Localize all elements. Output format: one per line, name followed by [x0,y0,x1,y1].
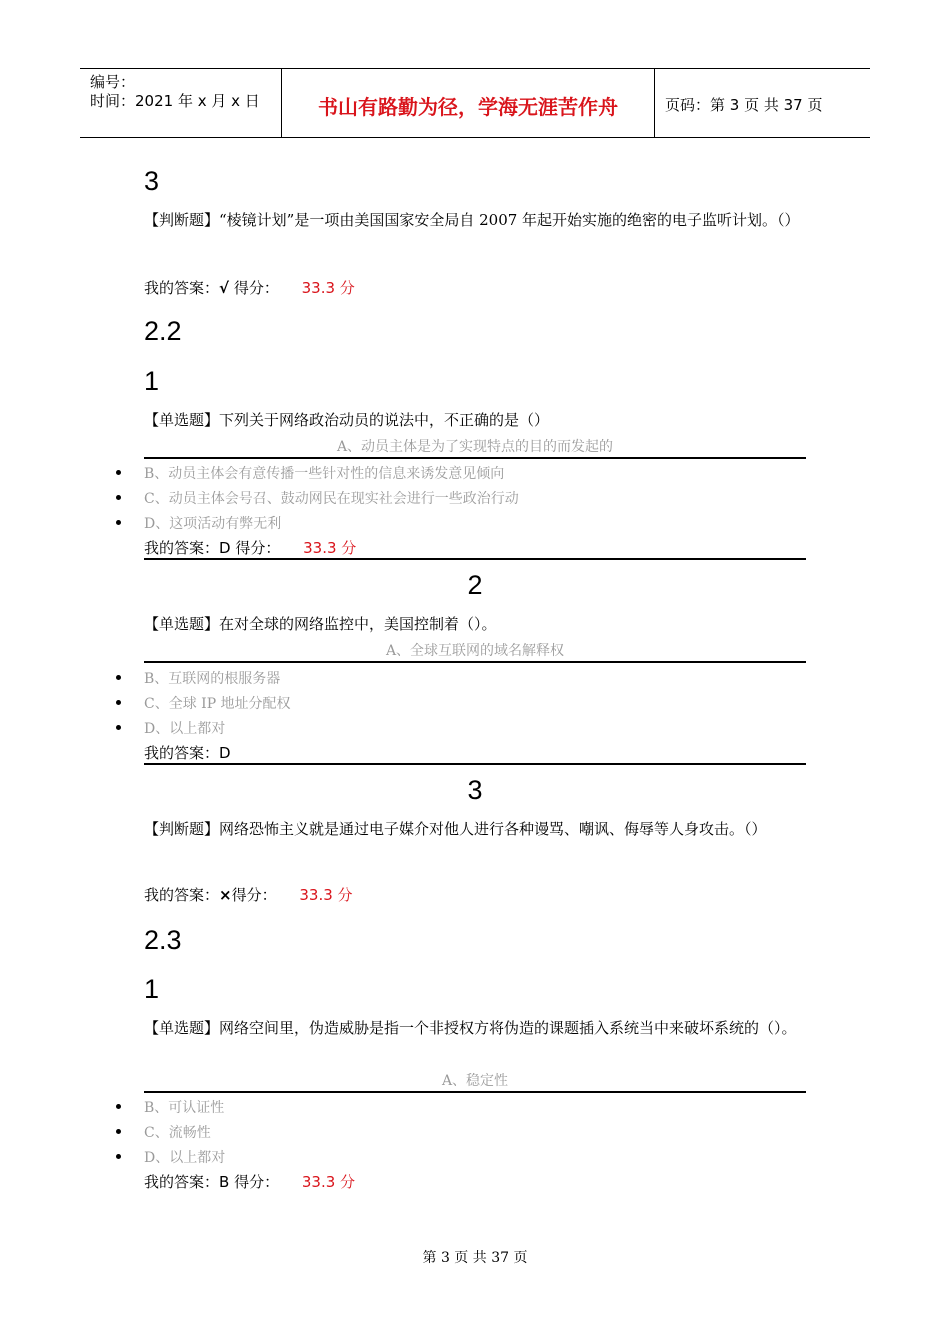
bullet-icon [116,495,121,500]
header-left-cell [80,69,282,137]
question-number: 3 [467,775,483,805]
answer-value: D [219,539,231,557]
divider [144,1091,806,1093]
bullet-icon [116,725,121,730]
question-text: 【单选题】下列关于网络政治动员的说法中，不正确的是（） [144,411,550,429]
question-text: 【判断题】“棱镜计划”是一项由美国国家安全局自 2007 年起开始实施的绝密的电子监听计划。（） [144,211,800,229]
question-text: 【单选题】网络空间里，伪造威胁是指一个非授权方将伪造的课题插入系统当中来破坏系统的（）。 [144,1019,797,1037]
my-answer [144,742,231,763]
cross-mark-icon: × [219,886,232,904]
score-value: 33.3 分 [299,886,353,904]
question-text: 【单选题】在对全球的网络监控中，美国控制着（）。 [144,615,497,633]
motto: 书山有路勤为径，学海无涯苦作舟 [318,95,618,119]
score-label: 得分： [229,1173,280,1191]
section-number: 2.3 [144,925,182,955]
my-answer [144,1171,355,1192]
page-header [80,68,870,138]
option-b[interactable]: B、动员主体会有意传播一些针对性的信息来诱发意见倾向 [144,466,505,482]
option-c[interactable]: C、动员主体会号召、鼓动网民在现实社会进行一些政治行动 [144,491,519,507]
score-label: 得分： [231,886,277,904]
my-answer [144,884,353,905]
my-answer [144,277,355,298]
question-number: 2 [467,570,483,600]
option-b[interactable]: B、可认证性 [144,1100,225,1116]
time-label: 时间：2021 年 x 月 x 日 [90,92,260,110]
option-a[interactable]: A、稳定性 [441,1073,509,1089]
question-number: 3 [144,166,160,196]
answer-prefix: 我的答案： [144,539,220,557]
option-a[interactable]: A、动员主体是为了实现特点的目的而发起的 [336,439,614,455]
bullet-icon [116,675,121,680]
divider [144,763,806,765]
bullet-icon [116,520,121,525]
answer-prefix: 我的答案： [144,886,220,904]
option-c[interactable]: C、流畅性 [144,1125,211,1141]
page-info: 页码：第 3 页 共 37 页 [665,96,823,114]
option-d[interactable]: D、以上都对 [144,1150,226,1166]
header-right-cell [655,69,870,137]
divider [144,558,806,560]
section-number: 2.2 [144,316,182,346]
score-label: 得分： [230,539,281,557]
option-c[interactable]: C、全球 IP 地址分配权 [144,696,291,712]
question-number: 1 [144,366,160,396]
score-label: 得分： [233,279,279,297]
my-answer [144,537,356,558]
score-value: 33.3 分 [303,539,357,557]
answer-prefix: 我的答案： [144,744,220,762]
divider [144,661,806,663]
bullet-icon [116,1104,121,1109]
option-b[interactable]: B、互联网的根服务器 [144,671,281,687]
answer-prefix: 我的答案： [144,1173,220,1191]
option-a[interactable]: A、全球互联网的域名解释权 [385,643,565,659]
question-number: 1 [144,974,160,1004]
option-d[interactable]: D、以上都对 [144,721,226,737]
score-value: 33.3 分 [301,279,355,297]
answer-value: D [219,744,231,762]
bullet-icon [116,1129,121,1134]
option-d[interactable]: D、这项活动有弊无利 [144,516,282,532]
answer-prefix: 我的答案： [144,279,220,297]
serial-label: 编号： [90,73,136,91]
check-mark-icon: √ [219,279,230,297]
bullet-icon [116,470,121,475]
question-text: 【判断题】网络恐怖主义就是通过电子媒介对他人进行各种谩骂、嘲讽、侮辱等人身攻击。（） [144,820,767,838]
bullet-icon [116,700,121,705]
bullet-icon [116,1154,121,1159]
page-footer: 第 3 页 共 37 页 [422,1250,528,1266]
score-value: 33.3 分 [301,1173,356,1191]
header-middle-cell [282,69,655,137]
divider [144,457,806,459]
answer-value: B [219,1173,230,1191]
